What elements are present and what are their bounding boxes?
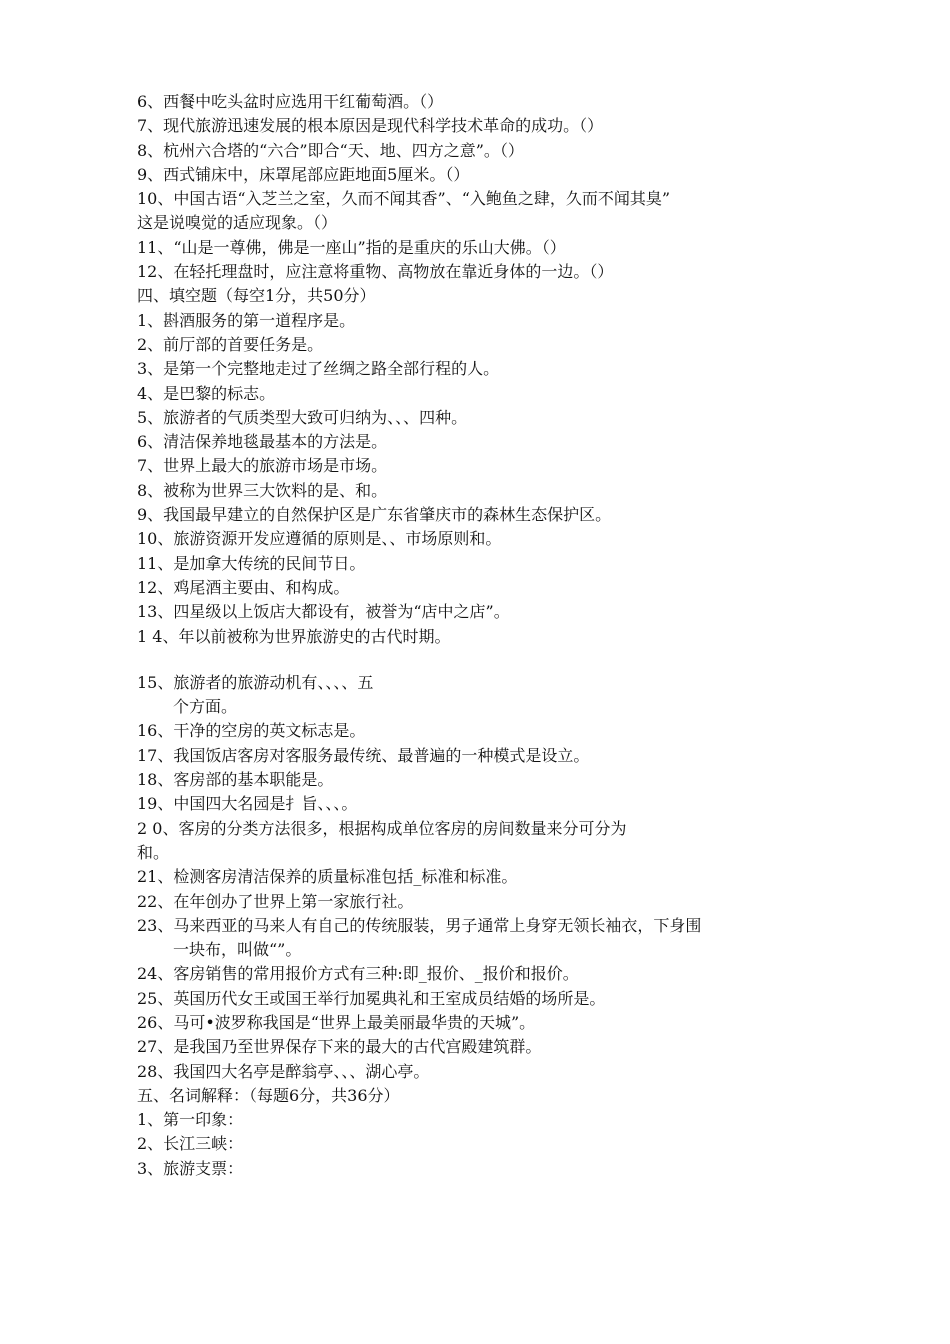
fill-item-15-line-2: 个方面。 [173,697,238,717]
fill-item-27: 27、是我国乃至世界保存下来的最大的古代宫殿建筑群。 [137,1037,542,1057]
fill-item-11: 11、是加拿大传统的民间节日。 [137,553,366,573]
fill-item-16: 16、干净的空房的英文标志是。 [137,721,366,741]
true-false-item-8: 8、杭州六合塔的“六合”即合“天、地、四方之意”。（） [137,140,524,160]
fill-item-17: 17、我国饭店客房对客服务最传统、最普遍的一种模式是设立。 [137,745,590,765]
true-false-item-6: 6、西餐中吃头盆时应选用干红葡萄酒。（） [137,92,444,111]
fill-item-13: 13、四星级以上饭店大都设有，被誉为“店中之店”。 [137,602,510,622]
fill-item-1: 1、斟酒服务的第一道程序是。 [137,310,356,330]
fill-item-23-line-2: 一块布，叫做“”。 [173,940,302,960]
fill-item-2: 2、前厅部的首要任务是。 [137,334,324,354]
definition-item-3: 3、旅游支票： [137,1158,244,1178]
definition-item-2: 2、长江三峡： [137,1134,244,1154]
true-false-item-10-line-2: 这是说嗅觉的适应现象。（） [137,213,338,233]
fill-item-23-line-1: 23、马来西亚的马来人有自己的传统服装，男子通常上身穿无领长袖衣，下身围 [137,915,702,935]
fill-item-24: 24、客房销售的常用报价方式有三种:即_报价、_报价和报价。 [137,964,579,984]
fill-item-28: 28、我国四大名亭是醉翁亭、、、湖心亭。 [137,1061,430,1081]
fill-item-4: 4、是巴黎的标志。 [137,383,276,403]
fill-item-19: 19、中国四大名园是扌旨、、、。 [137,794,358,814]
fill-item-26: 26、马可•波罗称我国是“世界上最美丽最华贵的天城”。 [137,1012,536,1032]
fill-item-15-line-1: 15、旅游者的旅游动机有、、、、五 [137,672,374,692]
fill-item-18: 18、客房部的基本职能是。 [137,770,334,790]
fill-item-20-line-2: 和。 [137,842,170,862]
fill-item-9: 9、我国最早建立的自然保护区是广东省肇庆市的森林生态保护区。 [137,505,612,525]
section-heading-fill-in: 四、填空题（每空1分，共50分） [137,286,376,306]
fill-item-8: 8、被称为世界三大饮料的是、和。 [137,480,388,500]
true-false-item-10-line-1: 10、中国古语“入芝兰之室，久而不闻其香”、“入鲍鱼之肆，久而不闻其臭” [137,189,671,209]
true-false-item-12: 12、在轻托理盘时，应注意将重物、高物放在靠近身体的一边。（） [137,262,614,282]
fill-item-14: 1 4、年以前被称为世界旅游史的古代时期。 [137,626,451,646]
fill-item-20-line-1: 2 0、客房的分类方法很多，根据构成单位客房的房间数量来分可分为 [137,818,627,838]
fill-item-6: 6、清洁保养地毯最基本的方法是。 [137,432,388,452]
definition-item-1: 1、第一印象： [137,1110,244,1130]
spacer [137,649,827,671]
fill-item-12: 12、鸡尾酒主要由、和构成。 [137,577,350,597]
fill-item-21: 21、检测客房清洁保养的质量标准包括_标准和标准。 [137,867,518,887]
fill-item-3: 3、是第一个完整地走过了丝绸之路全部行程的人。 [137,359,500,379]
true-false-item-9: 9、西式铺床中，床罩尾部应距地面5厘米。（） [137,164,470,184]
fill-item-10: 10、旅游资源开发应遵循的原则是、、市场原则和。 [137,529,502,549]
true-false-item-11: 11、“山是一尊佛，佛是一座山”指的是重庆的乐山大佛。（） [137,237,566,257]
document-body [137,90,827,1181]
fill-item-5: 5、旅游者的气质类型大致可归纳为、、、四种。 [137,407,468,427]
section-heading-definitions: 五、名词解释：（每题6分，共36分） [137,1085,400,1105]
true-false-item-7: 7、现代旅游迅速发展的根本原因是现代科学技术革命的成功。（） [137,116,604,136]
fill-item-7: 7、世界上最大的旅游市场是市场。 [137,456,388,476]
fill-item-25: 25、英国历代女王或国王举行加冕典礼和王室成员结婚的场所是。 [137,988,606,1008]
fill-item-22: 22、在年创办了世界上第一家旅行社。 [137,891,414,911]
